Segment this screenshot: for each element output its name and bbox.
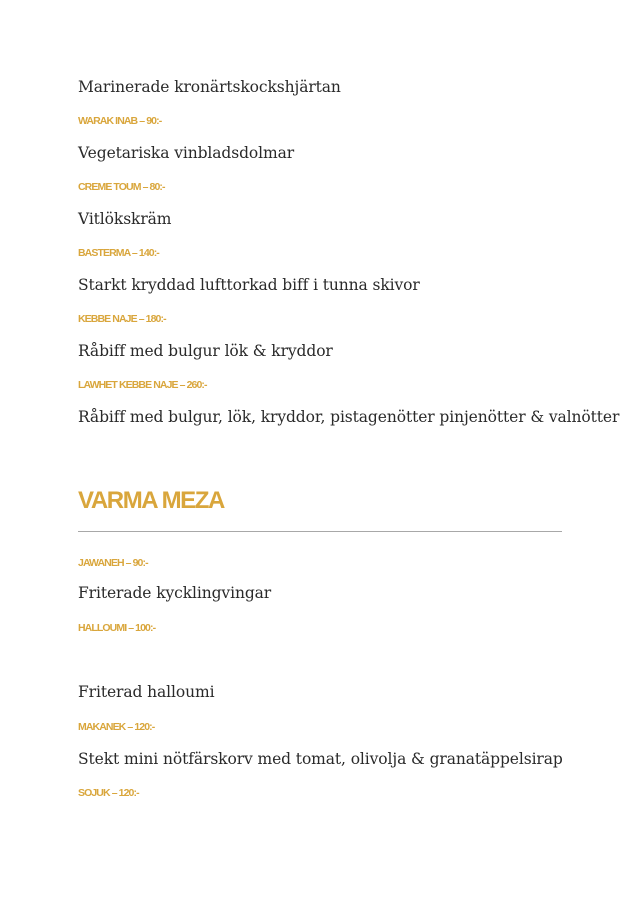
dish-name-price: BASTERMA – 140:-: [78, 247, 159, 259]
dish-description: Råbiff med bulgur, lök, kryddor, pistagenötter pinjenötter & valnötter: [78, 408, 620, 426]
section-title: VARMA MEZA: [78, 487, 224, 514]
dish-name-price: CREME TOUM – 80:-: [78, 181, 165, 193]
dish-description: Råbiff med bulgur lök & kryddor: [78, 342, 333, 360]
dish-name-price: SOJUK – 120:-: [78, 787, 139, 799]
dish-name-price: KEBBE NAJE – 180:-: [78, 313, 166, 325]
dish-name-price: JAWANEH – 90:-: [78, 557, 148, 569]
dish-name-price: MAKANEK – 120:-: [78, 721, 155, 733]
dish-description: Starkt kryddad lufttorkad biff i tunna skivor: [78, 276, 420, 294]
dish-description: Vitlökskräm: [78, 210, 172, 228]
dish-description: Stekt mini nötfärskorv med tomat, olivolja & granatäppelsirap: [78, 750, 563, 768]
dish-description: Marinerade kronärtskockshjärtan: [78, 78, 341, 96]
dish-description: Friterade kycklingvingar: [78, 584, 272, 602]
section-divider: [78, 531, 562, 532]
dish-name-price: HALLOUMI – 100:-: [78, 622, 156, 634]
dish-description: Friterad halloumi: [78, 683, 215, 701]
dish-name-price: LAWHET KEBBE NAJE – 260:-: [78, 379, 207, 391]
dish-name-price: WARAK INAB – 90:-: [78, 115, 162, 127]
dish-description: Vegetariska vinbladsdolmar: [78, 144, 295, 162]
